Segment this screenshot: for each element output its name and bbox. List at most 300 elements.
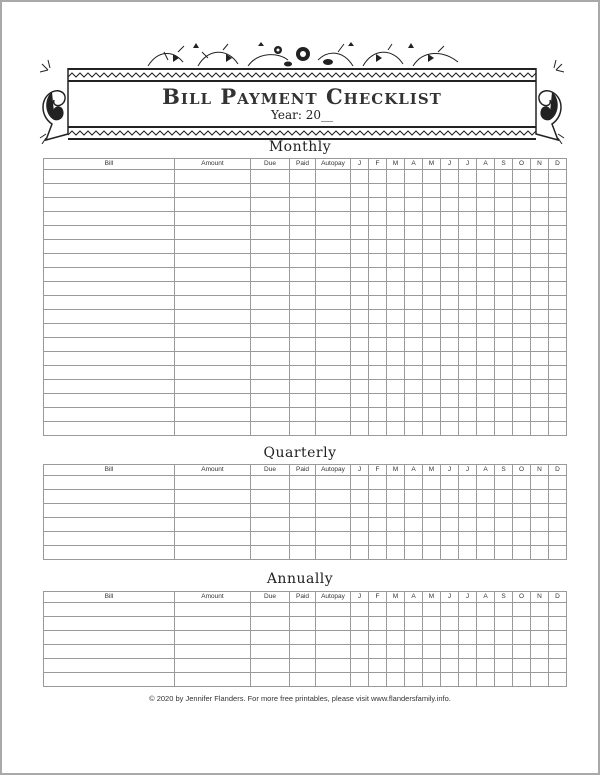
column-header: Paid	[290, 465, 316, 476]
blank-cell	[549, 504, 567, 518]
blank-cell	[251, 198, 290, 212]
column-header: Due	[251, 592, 290, 603]
blank-cell	[477, 170, 495, 184]
blank-cell	[405, 296, 423, 310]
table-row	[44, 617, 567, 631]
blank-cell	[441, 631, 459, 645]
blank-cell	[513, 631, 531, 645]
blank-cell	[495, 366, 513, 380]
column-header: M	[423, 159, 441, 170]
blank-cell	[531, 645, 549, 659]
blank-cell	[175, 631, 251, 645]
blank-cell	[513, 408, 531, 422]
column-header: M	[423, 592, 441, 603]
blank-cell	[513, 659, 531, 673]
blank-cell	[513, 422, 531, 436]
blank-cell	[441, 310, 459, 324]
blank-cell	[459, 254, 477, 268]
column-header: Bill	[44, 592, 175, 603]
table-row	[44, 324, 567, 338]
blank-cell	[513, 504, 531, 518]
blank-cell	[549, 476, 567, 490]
table-row	[44, 645, 567, 659]
blank-cell	[316, 212, 351, 226]
blank-cell	[351, 532, 369, 546]
blank-cell	[175, 518, 251, 532]
blank-cell	[531, 546, 549, 560]
blank-cell	[316, 324, 351, 338]
blank-cell	[316, 226, 351, 240]
blank-cell	[513, 212, 531, 226]
column-header: J	[441, 592, 459, 603]
blank-cell	[495, 422, 513, 436]
blank-cell	[387, 380, 405, 394]
blank-cell	[423, 631, 441, 645]
blank-cell	[405, 659, 423, 673]
blank-cell	[316, 366, 351, 380]
blank-cell	[369, 546, 387, 560]
blank-cell	[290, 198, 316, 212]
blank-cell	[531, 631, 549, 645]
blank-cell	[459, 603, 477, 617]
blank-cell	[441, 226, 459, 240]
blank-cell	[387, 170, 405, 184]
blank-cell	[459, 212, 477, 226]
blank-cell	[531, 394, 549, 408]
blank-cell	[441, 422, 459, 436]
blank-cell	[251, 408, 290, 422]
blank-cell	[251, 338, 290, 352]
blank-cell	[290, 170, 316, 184]
blank-cell	[405, 645, 423, 659]
blank-cell	[44, 408, 175, 422]
blank-cell	[351, 673, 369, 687]
blank-cell	[290, 631, 316, 645]
blank-cell	[423, 659, 441, 673]
blank-cell	[441, 254, 459, 268]
blank-cell	[290, 352, 316, 366]
column-header: F	[369, 592, 387, 603]
blank-cell	[351, 352, 369, 366]
blank-cell	[387, 212, 405, 226]
blank-cell	[369, 631, 387, 645]
blank-cell	[495, 226, 513, 240]
blank-cell	[44, 310, 175, 324]
blank-cell	[531, 268, 549, 282]
blank-cell	[351, 645, 369, 659]
blank-cell	[369, 617, 387, 631]
blank-cell	[175, 476, 251, 490]
blank-cell	[175, 268, 251, 282]
column-header: Amount	[175, 465, 251, 476]
blank-cell	[549, 310, 567, 324]
blank-cell	[387, 617, 405, 631]
blank-cell	[477, 282, 495, 296]
blank-cell	[387, 366, 405, 380]
blank-cell	[387, 645, 405, 659]
blank-cell	[459, 504, 477, 518]
blank-cell	[316, 338, 351, 352]
blank-cell	[477, 268, 495, 282]
blank-cell	[351, 394, 369, 408]
blank-cell	[290, 408, 316, 422]
column-header: J	[459, 159, 477, 170]
blank-cell	[495, 546, 513, 560]
blank-cell	[290, 532, 316, 546]
blank-cell	[405, 631, 423, 645]
blank-cell	[44, 631, 175, 645]
blank-cell	[423, 408, 441, 422]
year-label: Year: 20__	[271, 108, 333, 122]
blank-cell	[316, 380, 351, 394]
blank-cell	[441, 324, 459, 338]
blank-cell	[459, 408, 477, 422]
blank-cell	[44, 476, 175, 490]
quarterly-table	[43, 464, 567, 560]
blank-cell	[251, 240, 290, 254]
blank-cell	[387, 603, 405, 617]
blank-cell	[477, 659, 495, 673]
blank-cell	[175, 254, 251, 268]
blank-cell	[495, 631, 513, 645]
blank-cell	[549, 226, 567, 240]
blank-cell	[251, 532, 290, 546]
blank-cell	[351, 324, 369, 338]
blank-cell	[405, 268, 423, 282]
blank-cell	[369, 408, 387, 422]
blank-cell	[477, 504, 495, 518]
blank-cell	[441, 645, 459, 659]
blank-cell	[549, 532, 567, 546]
column-header: Autopay	[316, 465, 351, 476]
table-row	[44, 673, 567, 687]
column-header: Autopay	[316, 592, 351, 603]
blank-cell	[531, 476, 549, 490]
column-header: A	[405, 465, 423, 476]
blank-cell	[351, 240, 369, 254]
blank-cell	[290, 645, 316, 659]
blank-cell	[369, 645, 387, 659]
blank-cell	[513, 532, 531, 546]
blank-cell	[369, 338, 387, 352]
blank-cell	[513, 617, 531, 631]
blank-cell	[477, 394, 495, 408]
blank-cell	[351, 254, 369, 268]
column-header: O	[513, 465, 531, 476]
blank-cell	[316, 352, 351, 366]
blank-cell	[513, 282, 531, 296]
blank-cell	[531, 198, 549, 212]
banner-top-band	[68, 68, 536, 82]
column-header: O	[513, 592, 531, 603]
blank-cell	[495, 338, 513, 352]
blank-cell	[316, 268, 351, 282]
blank-cell	[423, 254, 441, 268]
blank-cell	[251, 324, 290, 338]
blank-cell	[175, 296, 251, 310]
blank-cell	[441, 617, 459, 631]
blank-cell	[405, 504, 423, 518]
blank-cell	[369, 198, 387, 212]
column-header: N	[531, 159, 549, 170]
blank-cell	[175, 226, 251, 240]
blank-cell	[531, 408, 549, 422]
column-header: A	[477, 159, 495, 170]
blank-cell	[351, 282, 369, 296]
blank-cell	[423, 240, 441, 254]
blank-cell	[513, 198, 531, 212]
blank-cell	[495, 352, 513, 366]
blank-cell	[387, 184, 405, 198]
table-row	[44, 380, 567, 394]
column-header: S	[495, 465, 513, 476]
blank-cell	[513, 490, 531, 504]
blank-cell	[387, 490, 405, 504]
blank-cell	[531, 170, 549, 184]
blank-cell	[549, 212, 567, 226]
blank-cell	[351, 518, 369, 532]
blank-cell	[441, 490, 459, 504]
blank-cell	[513, 380, 531, 394]
column-header: J	[351, 465, 369, 476]
blank-cell	[477, 254, 495, 268]
blank-cell	[44, 268, 175, 282]
blank-cell	[423, 324, 441, 338]
blank-cell	[531, 504, 549, 518]
blank-cell	[251, 170, 290, 184]
blank-cell	[531, 532, 549, 546]
blank-cell	[459, 268, 477, 282]
blank-cell	[459, 184, 477, 198]
blank-cell	[477, 240, 495, 254]
blank-cell	[175, 532, 251, 546]
blank-cell	[441, 198, 459, 212]
column-header: F	[369, 465, 387, 476]
blank-cell	[175, 394, 251, 408]
blank-cell	[251, 603, 290, 617]
blank-cell	[495, 490, 513, 504]
blank-cell	[513, 603, 531, 617]
blank-cell	[423, 394, 441, 408]
column-header: Autopay	[316, 159, 351, 170]
column-header: Bill	[44, 159, 175, 170]
table-row	[44, 184, 567, 198]
blank-cell	[531, 380, 549, 394]
blank-cell	[251, 631, 290, 645]
blank-cell	[387, 394, 405, 408]
table-row	[44, 659, 567, 673]
blank-cell	[441, 366, 459, 380]
blank-cell	[316, 617, 351, 631]
blank-cell	[175, 338, 251, 352]
blank-cell	[549, 184, 567, 198]
blank-cell	[513, 296, 531, 310]
blank-cell	[290, 296, 316, 310]
blank-cell	[316, 645, 351, 659]
table-row	[44, 490, 567, 504]
blank-cell	[316, 518, 351, 532]
blank-cell	[513, 518, 531, 532]
blank-cell	[441, 408, 459, 422]
column-header: M	[387, 159, 405, 170]
blank-cell	[44, 532, 175, 546]
blank-cell	[405, 532, 423, 546]
blank-cell	[441, 673, 459, 687]
blank-cell	[405, 198, 423, 212]
blank-cell	[531, 212, 549, 226]
blank-cell	[459, 324, 477, 338]
blank-cell	[423, 352, 441, 366]
blank-cell	[44, 380, 175, 394]
blank-cell	[441, 296, 459, 310]
blank-cell	[477, 532, 495, 546]
blank-cell	[495, 324, 513, 338]
blank-cell	[351, 631, 369, 645]
blank-cell	[290, 212, 316, 226]
column-header: A	[477, 465, 495, 476]
blank-cell	[290, 268, 316, 282]
blank-cell	[531, 422, 549, 436]
blank-cell	[290, 380, 316, 394]
blank-cell	[44, 546, 175, 560]
blank-cell	[423, 282, 441, 296]
blank-cell	[405, 170, 423, 184]
blank-cell	[549, 617, 567, 631]
blank-cell	[513, 476, 531, 490]
blank-cell	[441, 338, 459, 352]
table-row	[44, 631, 567, 645]
blank-cell	[175, 673, 251, 687]
column-header: D	[549, 592, 567, 603]
blank-cell	[549, 254, 567, 268]
blank-cell	[175, 310, 251, 324]
blank-cell	[44, 254, 175, 268]
blank-cell	[549, 645, 567, 659]
blank-cell	[316, 490, 351, 504]
column-header: F	[369, 159, 387, 170]
blank-cell	[387, 631, 405, 645]
table-row	[44, 198, 567, 212]
blank-cell	[459, 394, 477, 408]
blank-cell	[369, 394, 387, 408]
blank-cell	[251, 226, 290, 240]
blank-cell	[531, 296, 549, 310]
blank-cell	[44, 338, 175, 352]
blank-cell	[44, 394, 175, 408]
blank-cell	[351, 366, 369, 380]
blank-cell	[459, 645, 477, 659]
blank-cell	[251, 310, 290, 324]
blank-cell	[387, 296, 405, 310]
blank-cell	[513, 268, 531, 282]
blank-cell	[369, 254, 387, 268]
blank-cell	[405, 352, 423, 366]
banner-bottom-band	[68, 126, 536, 140]
blank-cell	[405, 282, 423, 296]
table-row	[44, 366, 567, 380]
blank-cell	[369, 240, 387, 254]
blank-cell	[387, 282, 405, 296]
blank-cell	[531, 603, 549, 617]
blank-cell	[441, 532, 459, 546]
blank-cell	[459, 240, 477, 254]
column-header: D	[549, 159, 567, 170]
blank-cell	[441, 659, 459, 673]
blank-cell	[316, 476, 351, 490]
table-row	[44, 532, 567, 546]
blank-cell	[459, 282, 477, 296]
blank-cell	[459, 366, 477, 380]
blank-cell	[477, 184, 495, 198]
blank-cell	[44, 184, 175, 198]
blank-cell	[290, 338, 316, 352]
blank-cell	[387, 476, 405, 490]
column-header: Bill	[44, 465, 175, 476]
blank-cell	[405, 338, 423, 352]
column-header: J	[441, 465, 459, 476]
blank-cell	[459, 490, 477, 504]
blank-cell	[423, 338, 441, 352]
blank-cell	[513, 254, 531, 268]
table-row	[44, 212, 567, 226]
blank-cell	[423, 673, 441, 687]
blank-cell	[459, 546, 477, 560]
blank-cell	[459, 476, 477, 490]
blank-cell	[477, 476, 495, 490]
blank-cell	[495, 212, 513, 226]
blank-cell	[369, 673, 387, 687]
blank-cell	[351, 617, 369, 631]
blank-cell	[477, 310, 495, 324]
blank-cell	[351, 422, 369, 436]
blank-cell	[351, 212, 369, 226]
blank-cell	[441, 603, 459, 617]
blank-cell	[513, 226, 531, 240]
page-title: Bill Payment Checklist	[162, 84, 442, 109]
blank-cell	[531, 366, 549, 380]
column-header: J	[351, 592, 369, 603]
blank-cell	[495, 659, 513, 673]
table-header-row	[44, 592, 567, 603]
blank-cell	[387, 504, 405, 518]
blank-cell	[251, 254, 290, 268]
column-header: N	[531, 465, 549, 476]
blank-cell	[44, 673, 175, 687]
blank-cell	[477, 212, 495, 226]
blank-cell	[175, 603, 251, 617]
blank-cell	[316, 184, 351, 198]
blank-cell	[441, 240, 459, 254]
blank-cell	[290, 546, 316, 560]
blank-cell	[495, 296, 513, 310]
blank-cell	[423, 310, 441, 324]
blank-cell	[441, 504, 459, 518]
column-header: Amount	[175, 592, 251, 603]
blank-cell	[495, 518, 513, 532]
blank-cell	[495, 380, 513, 394]
blank-cell	[351, 338, 369, 352]
blank-cell	[290, 394, 316, 408]
blank-cell	[423, 296, 441, 310]
blank-cell	[477, 673, 495, 687]
blank-cell	[459, 673, 477, 687]
table-row	[44, 603, 567, 617]
blank-cell	[44, 240, 175, 254]
blank-cell	[513, 324, 531, 338]
blank-cell	[405, 617, 423, 631]
column-header: Due	[251, 159, 290, 170]
blank-cell	[495, 504, 513, 518]
